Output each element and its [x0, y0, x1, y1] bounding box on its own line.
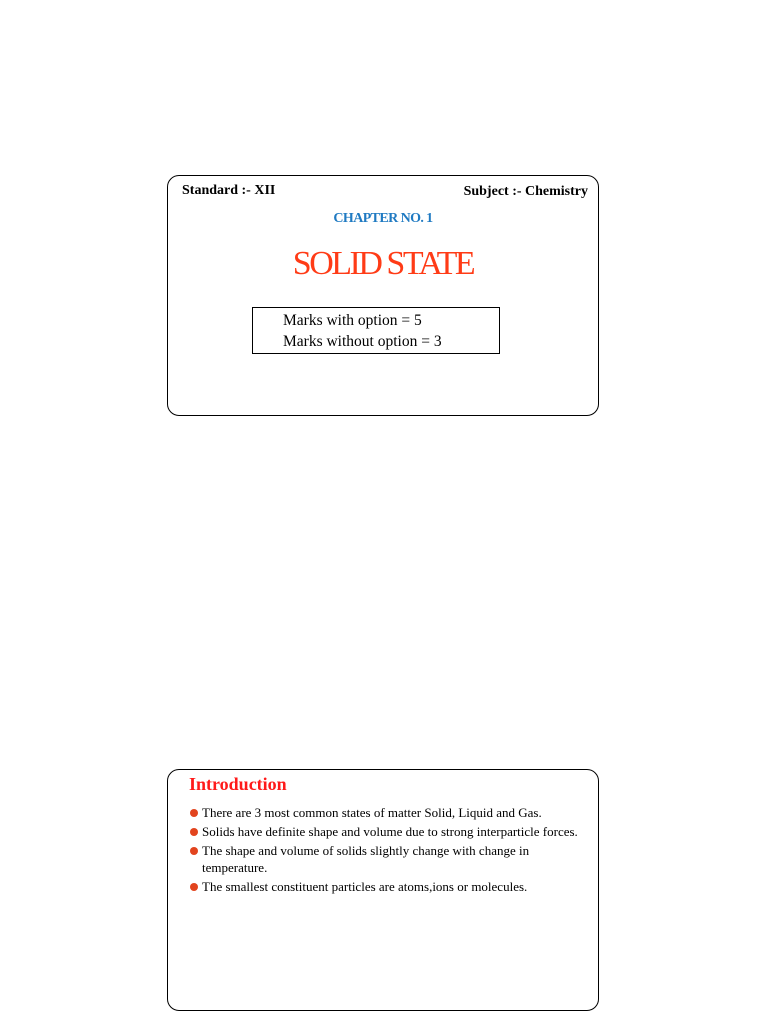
bullet-text: There are 3 most common states of matter Solid, Liquid and Gas. [202, 805, 542, 820]
bullet-icon [190, 883, 198, 891]
bullet-icon [190, 809, 198, 817]
bullet-text: The shape and volume of solids slightly change with change in temperature. [202, 843, 530, 875]
subject-label: Subject :- Chemistry [463, 184, 588, 199]
list-item [190, 823, 585, 840]
bullet-text: The smallest constituent particles are atoms,ions or molecules. [202, 879, 528, 894]
list-item [190, 878, 585, 895]
marks-box [252, 307, 500, 354]
list-item [190, 804, 585, 821]
slide-title: SOLID STATE [292, 245, 474, 282]
marks-with-option: Marks with option = 5 [283, 312, 422, 329]
marks-without-option: Marks without option = 3 [283, 333, 442, 350]
standard-label: Standard :- XII [182, 183, 276, 198]
bullet-text: Solids have definite shape and volume due to strong interparticle forces. [202, 824, 578, 839]
chapter-number: CHAPTER NO. 1 [333, 211, 433, 226]
bullet-icon [190, 847, 198, 855]
bullet-icon [190, 828, 198, 836]
title-slide [167, 175, 599, 416]
section-heading: Introduction [189, 774, 287, 794]
list-item [190, 842, 585, 876]
bullet-list [190, 804, 585, 897]
introduction-slide [167, 769, 599, 1011]
